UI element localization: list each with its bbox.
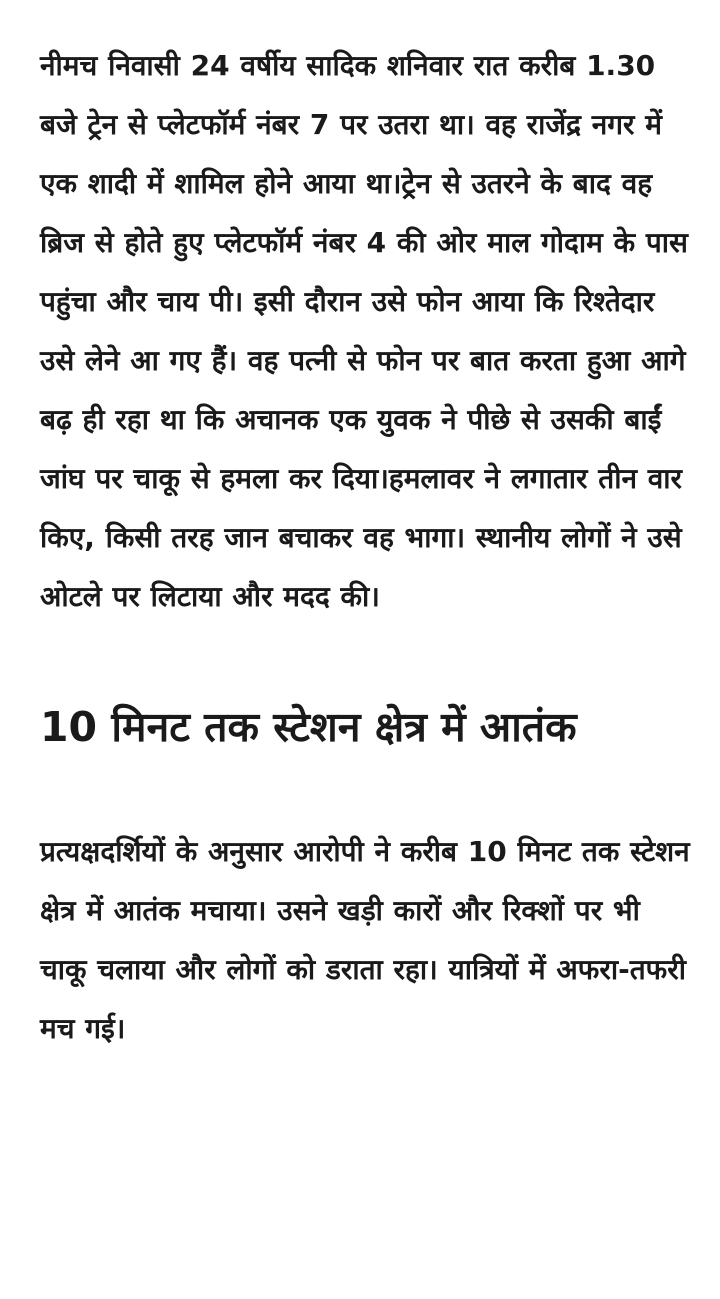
section-heading: 10 मिनट तक स्टेशन क्षेत्र में आतंक xyxy=(40,703,577,751)
article-body xyxy=(40,30,690,1058)
article-paragraph-1: नीमच निवासी 24 वर्षीय सादिक शनिवार रात करीब 1.30 बजे ट्रेन से प्लेटफॉर्म नंबर 7 पर उतरा था। वह राजेंद्र नगर में एक शादी में शामिल होने आया था।ट्रेन से उतरने के बाद वह ब्रिज से होते हुए प्लेटफॉर्म नंबर 4 की ओर माल गोदाम के पास पहुंचा और चाय पी। इसी दौरान उसे फोन आया कि रिश्तेदार उसे लेने आ गए हैं। वह पत्नी से फोन पर बात करता हुआ आगे बढ़ ही रहा था कि अचानक एक युवक ने पीछे से उसकी बाईं जांघ पर चाकू से हमला कर दिया।हमलावर ने लगातार तीन वार किए, किसी तरह जान बचाकर वह भागा। स्थानीय लोगों ने उसे ओटले पर लिटाया और मदद की। xyxy=(40,49,688,613)
article-paragraph-2: प्रत्यक्षदर्शियों के अनुसार आरोपी ने करीब 10 मिनट तक स्टेशन क्षेत्र में आतंक मचाया। उसने खड़ी कारों और रिक्शों पर भी चाकू चलाया और लोगों को डराता रहा। यात्रियों में अफरा-तफरी मच गई। xyxy=(40,835,690,1045)
